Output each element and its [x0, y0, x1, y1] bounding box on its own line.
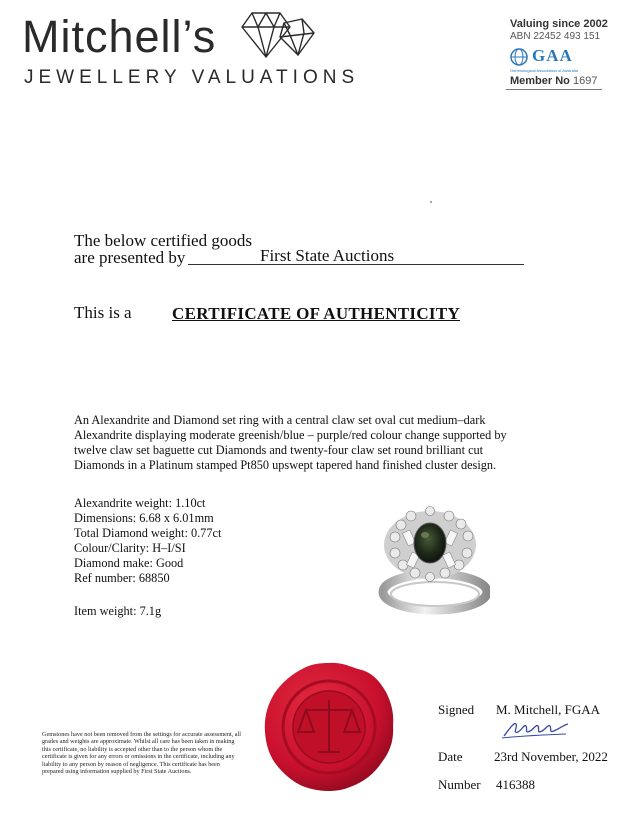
- presented-underline: [188, 264, 524, 265]
- wax-seal-icon: [262, 660, 397, 795]
- spec-list: [74, 496, 221, 586]
- certificate-number: 416388: [496, 777, 535, 792]
- header-divider: [506, 89, 602, 90]
- presentation-line-1: The below certified goods: [74, 231, 252, 250]
- spec-diamond-make: Diamond make: Good: [74, 556, 184, 570]
- gaa-globe-icon: [510, 48, 528, 66]
- gaa-tagline: Gemmological Association of Australia: [510, 68, 578, 73]
- spec-dimensions: Dimensions: 6.68 x 6.01mm: [74, 511, 214, 525]
- spec-colour-clarity: Colour/Clarity: H–I/SI: [74, 541, 186, 555]
- presented-to: First State Auctions: [260, 246, 395, 265]
- certificate-prefix: This is a: [74, 303, 132, 322]
- brand-subtitle: JEWELLERY VALUATIONS: [24, 67, 360, 88]
- diamond-logo-icon: [240, 9, 316, 61]
- member-number: Member No 1697: [510, 75, 598, 87]
- signed-name: M. Mitchell, FGAA: [496, 702, 600, 717]
- ring-photo: [375, 497, 490, 615]
- gaa-label: GAA: [532, 46, 573, 65]
- spec-total-diamond-weight: Total Diamond weight: 0.77ct: [74, 526, 222, 540]
- handwritten-signature: [500, 718, 570, 740]
- number-label: Number: [438, 777, 481, 792]
- date-value: 23rd November, 2022: [494, 749, 608, 764]
- item-description: An Alexandrite and Diamond set ring with a central claw set oval cut medium–dark Alexandrite displaying moderate greenish/blue – purple/red colour change supported by twelve claw set baguette cut Diamonds and twenty-four claw set round brilliant cut Diamonds in a Platinum stamped Pt850 upswept tapered hand finished cluster design.: [74, 413, 507, 472]
- abn-number: ABN 22452 493 151: [510, 31, 601, 42]
- speck: [430, 201, 432, 203]
- item-weight: Item weight: 7.1g: [74, 604, 162, 618]
- disclaimer: Gemstones have not been removed from the settings for accurate assessment, all grades and weights are approximate. Whilst all care has been taken in making this certificate, no liability is accepted other than to the person whom the certificate is given for any errors or omissions in the certificate, including any liability to any person by reason of negligence. This certificate has been prepared using information supplied by First State Auctions.: [42, 731, 241, 776]
- presentation-line-2: are presented by: [74, 248, 186, 267]
- spec-ref-number: Ref number: 68850: [74, 571, 170, 585]
- certificate-title: CERTIFICATE OF AUTHENTICITY: [172, 304, 461, 323]
- date-label: Date: [438, 749, 463, 764]
- signed-label: Signed: [438, 702, 475, 717]
- valuing-since: Valuing since 2002: [510, 18, 608, 30]
- spec-alexandrite-weight: Alexandrite weight: 1.10ct: [74, 496, 206, 510]
- brand-name: Mitchell’s: [22, 11, 217, 62]
